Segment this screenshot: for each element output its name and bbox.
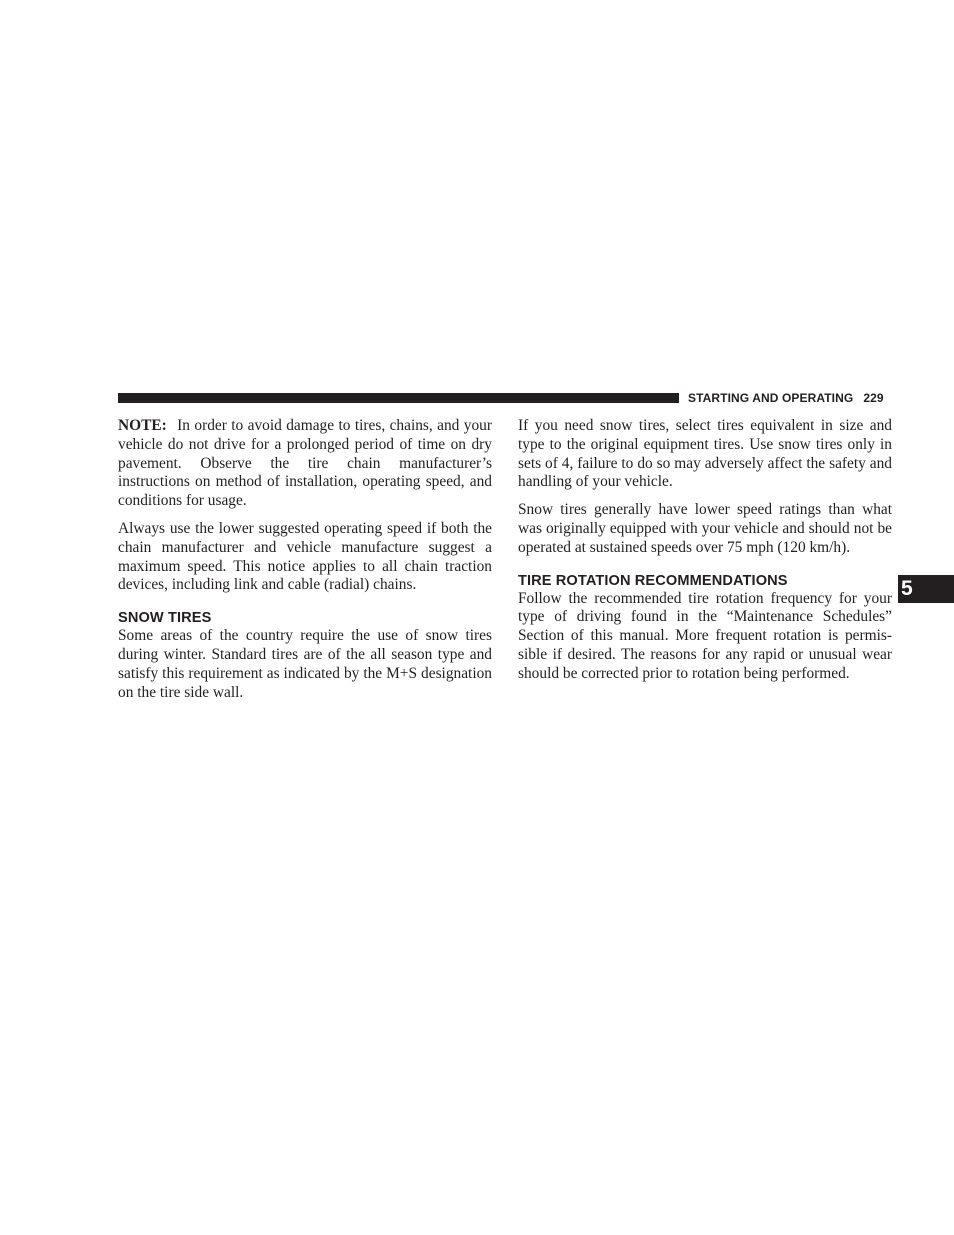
snow-tires-paragraph: Some areas of the country require the use of snow tires during winter. Standard tires are of the all season type and satisfy this requirement as indicated by the M+S designation on the tire side wall. [118,627,492,701]
running-head [688,390,892,406]
note-label: NOTE: [118,417,167,434]
right-column [518,417,892,693]
note-paragraph [118,417,492,511]
chapter-tab: 5 [898,575,954,603]
page-number: 229 [863,391,884,405]
tire-rotation-heading: TIRE ROTATION RECOMMENDATIONS [518,572,788,589]
header-rule [118,393,679,403]
snow-tire-selection-paragraph: If you need snow tires, select tires equivalent in size and type to the original equipment tires. Use snow tires only in sets of 4, failure to do so may adversely affect the safety and handling of your vehicle. [518,417,892,491]
tire-rotation-paragraph: Follow the recommended tire rotation frequency for your type of driving found in the “Maintenance Schedules” Section of this manual. More frequent rotation is permissible if desired. The reasons for any rapid or unusual wear should be corrected prior to rotation being performed. [518,589,892,682]
note-text: In order to avoid damage to tires, chains, and your vehicle do not drive for a prolonged period of time on dry pavement. Observe the tire chain manufacturer’s instructions on method of installation, operating speed, and conditions for usage. [118,417,492,510]
chain-speed-paragraph: Always use the lower suggested operating speed if both the chain manufacturer and vehicle manufacture suggest a maximum speed. This notice applies to all chain traction devices, including link and cable (radial) chains. [118,519,492,594]
left-column [118,417,492,711]
snow-tire-speed-paragraph: Snow tires generally have lower speed ratings than what was originally equipped with your vehicle and should not be operated at sustained speeds over 75 mph (120 km/h). [518,501,892,556]
snow-tires-heading: SNOW TIRES [118,610,212,627]
section-title: STARTING AND OPERATING [688,391,854,405]
